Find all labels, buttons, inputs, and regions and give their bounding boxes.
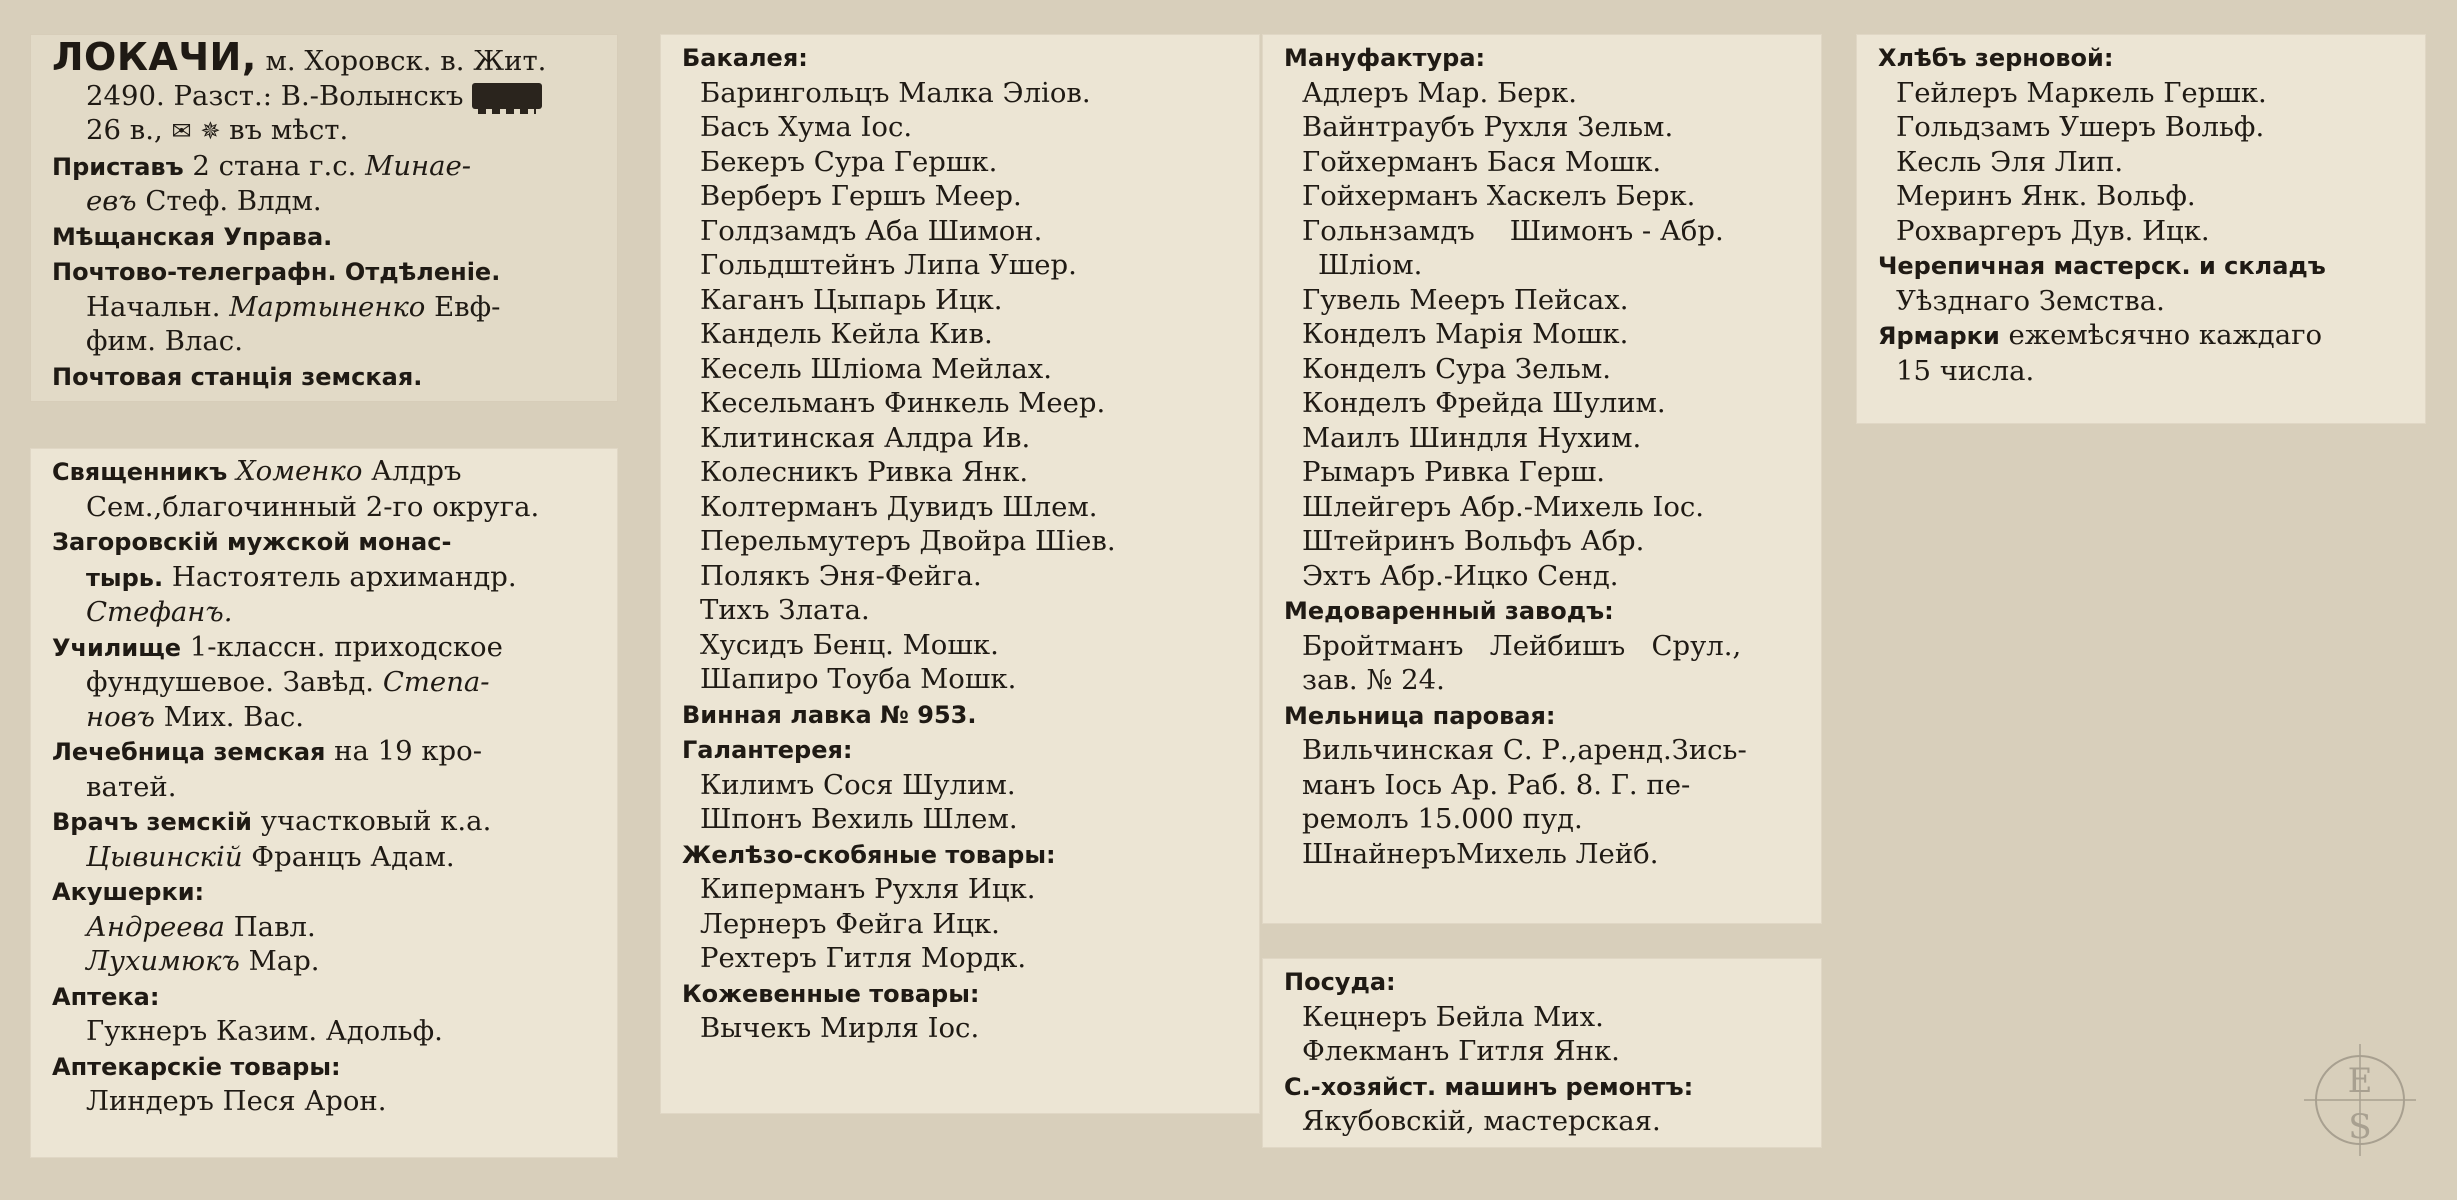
doctor-heading: Врачъ земскій <box>52 808 252 836</box>
list-item: Вайнтраубъ Рухля Зельм. <box>1302 111 1674 143</box>
list-item: Гойхерманъ Хаскелъ Берк. <box>1302 180 1696 212</box>
telegraph-icon: ✵ <box>200 117 221 145</box>
post-envelope-icon: ✉ <box>171 117 192 145</box>
post-office-heading: Почтово-телеграфн. Отдѣленіе. <box>52 258 501 286</box>
grocery-list <box>682 76 1246 697</box>
list-item: Гольдштейнъ Липа Ушер. <box>700 249 1077 281</box>
list-item: Хусидъ Бенц. Мошк. <box>700 628 999 661</box>
town-line1: м. Хоровск. в. Жит. <box>265 45 547 77</box>
railway-station-icon <box>472 83 542 109</box>
manufactory-heading: Мануфактура: <box>1284 44 1486 72</box>
post-station-heading: Почтовая станція земская. <box>52 362 423 391</box>
list-item: Конделъ Сура Зельм. <box>1302 352 1612 385</box>
tile-workshop-heading: Черепичная мастерск. и складъ <box>1878 252 2326 280</box>
list-item: Басъ Хума Іос. <box>700 111 913 143</box>
midwives-heading: Акушерки: <box>52 878 205 906</box>
list-item: ремолъ 15.000 пуд. <box>1302 803 1583 835</box>
logo-letter-top: E <box>2347 1061 2373 1101</box>
town-line2: 2490. Разст.: В.-Волынскъ <box>86 79 464 112</box>
list-item: Гойхерманъ Бася Мошк. <box>1302 145 1662 178</box>
column-3-block <box>1262 34 1822 924</box>
list-item: Гольдзамъ Ушеръ Вольф. <box>1896 111 2265 143</box>
list-item: зав. № 24. <box>1302 664 1445 696</box>
pharmacy-heading: Аптека: <box>52 982 160 1011</box>
list-item: Каганъ Цыпарь Ицк. <box>700 283 1003 316</box>
list-item: Шлейгеръ Абр.-Михель Іос. <box>1302 490 1705 523</box>
list-item: Бекеръ Сура Гершк. <box>700 145 998 178</box>
school-heading: Училище <box>52 633 181 662</box>
list-item: Кесельманъ Финкель Меер. <box>700 387 1106 419</box>
town-name: ЛОКАЧИ, <box>52 35 257 79</box>
list-item: Адлеръ Мар. Берк. <box>1302 76 1577 109</box>
list-item: Полякъ Эня-Фейга. <box>700 559 982 592</box>
list-item: Меринъ Янк. Вольф. <box>1896 180 2196 212</box>
list-item: Колесникъ Ривка Янк. <box>700 456 1029 488</box>
list-item: Конделъ Фрейда Шулим. <box>1302 387 1666 419</box>
leather-heading: Кожевенные товары: <box>682 979 980 1008</box>
list-item: Гольнзамдъ Шимонъ - Абр. <box>1302 214 1724 247</box>
mead-brewery-heading: Медоваренный заводъ: <box>1284 597 1614 625</box>
column-4-block: Хлѣбъ зерновой: Гейлеръ Маркель Гершк. Гольдзамъ Ушеръ Вольф. Кесль Эля Лип. Меринъ Янк. Вольф. Рохваргеръ Дув. Ицк. Черепичная мастерск. и складъ Уѣзднаго Земства. Ярмарки ежемѣсячно каждаго 15 числа. <box>1856 34 2426 424</box>
list-item: Конделъ Марія Мошк. <box>1302 318 1629 350</box>
grain-bread-heading: Хлѣбъ зерновой: <box>1878 44 2114 72</box>
wine-shop-heading: Винная лавка № 953. <box>682 700 977 729</box>
list-item: Гейлеръ Маркель Гершк. <box>1896 76 2267 109</box>
es-logo-icon <box>2300 1040 2420 1160</box>
list-item: Барингольцъ Малка Эліов. <box>700 76 1091 109</box>
fairs-heading: Ярмарки <box>1878 322 2000 350</box>
list-item: манъ Іось Ар. Раб. 8. Г. пе- <box>1302 768 1691 801</box>
steam-mill-heading: Мельница паровая: <box>1284 701 1556 730</box>
list-item: Вычекъ Мирля Іос. <box>700 1012 980 1044</box>
list-item: Флекманъ Гитля Янк. <box>1302 1035 1620 1067</box>
town-line3-rest: въ мѣст. <box>229 114 349 146</box>
dishes-heading: Посуда: <box>1284 968 1396 996</box>
list-item: Якубовскій, мастерская. <box>1302 1105 1661 1137</box>
list-item: Бройтманъ Лейбишъ Срул., <box>1302 629 1742 662</box>
list-item: Килимъ Сося Шулим. <box>700 768 1016 801</box>
list-item: Рымаръ Ривка Герш. <box>1302 456 1606 488</box>
town-header-block: ЛОКАЧИ, м. Хоровск. в. Жит. 2490. Разст.: В.-Волынскъ 26 в., ✉ ✵ въ мѣст. Приставъ 2 стана г.с. Минаe- евъ Стеф. Влдм. Мѣщанская Управа. Почтово-телеграфн. Отдѣленіе. Начальн. Мартыненко Евф- фим. Влас. Почтовая станція земская. <box>30 34 618 402</box>
list-item: Рехтеръ Гитля Мордк. <box>700 942 1027 974</box>
list-item: Киперманъ Рухля Ицк. <box>700 873 1036 905</box>
monastery-heading: Загоровскій мужской монас- <box>52 528 452 556</box>
haberdashery-heading: Галантерея: <box>682 736 853 764</box>
list-item: Гувель Мееръ Пейсах. <box>1302 283 1629 316</box>
list-item: Кецнеръ Бейла Мих. <box>1302 1000 1604 1033</box>
machine-repair-heading: С.-хозяйст. машинъ ремонтъ: <box>1284 1072 1694 1101</box>
uprava-heading: Мѣщанская Управа. <box>52 222 333 251</box>
list-item: Лернеръ Фейга Ицк. <box>700 907 1000 940</box>
list-item: Кесель Шліома Мейлах. <box>700 352 1053 385</box>
column-2-block <box>660 34 1260 1114</box>
list-item: Вильчинская С. Р.,аренд.Зись- <box>1302 734 1747 766</box>
list-item: Кесль Эля Лип. <box>1896 145 2124 178</box>
logo-letter-bottom: S <box>2348 1107 2372 1147</box>
list-item: Клитинская Алдра Ив. <box>700 421 1031 454</box>
list-item: Тихъ Злата. <box>700 594 870 626</box>
priest-heading: Священникъ <box>52 458 228 486</box>
hospital-heading: Лечебница земская <box>52 738 326 766</box>
column-1-block: Священникъ Хоменко Алдръ Сем.,благочинный 2-го округа. Загоровскій мужской монас- тырь. Настоятель архимандр. Стефанъ. Училище 1-классн. приходское фундушевое. Завѣд. Степа- новъ Мих. Вас. Лечебница земская на 19 кро- ватей. Врачъ земскій участковый к.а. Цывинскій Францъ Адам. Акушерки: Андреева Павл. Лухимюкъ Мар. Аптека: Гукнеръ Казим. Адольф. Аптекарскіе товары: Линдеръ Песя Арон. <box>30 448 618 1158</box>
list-item: Верберъ Гершъ Меер. <box>700 180 1022 212</box>
list-item: Шапиро Тоуба Мошк. <box>700 663 1017 695</box>
hardware-heading: Желѣзо-скобяные товары: <box>682 840 1056 869</box>
list-item: Шпонъ Вехиль Шлем. <box>700 803 1018 835</box>
list-item: Голдзамдъ Аба Шимон. <box>700 214 1043 247</box>
list-item: Штейринъ Вольфъ Абр. <box>1302 525 1645 557</box>
list-item: Перельмутеръ Двойра Шіев. <box>700 525 1116 557</box>
column-3-lower-block <box>1262 958 1822 1148</box>
list-item: Эхтъ Абр.-Ицко Сенд. <box>1302 559 1619 592</box>
list-item: Колтерманъ Дувидъ Шлем. <box>700 490 1098 523</box>
pristav-heading: Приставъ <box>52 152 184 181</box>
town-line3: 26 в., <box>86 114 163 146</box>
list-item: ШнайнеръМихель Лейб. <box>1302 837 1659 870</box>
list-item: Кандель Кейла Кив. <box>700 318 993 350</box>
list-item: Шліом. <box>1318 249 1423 281</box>
list-item: 15 числа. <box>1896 354 2035 387</box>
grocery-heading: Бакалея: <box>682 44 808 72</box>
list-item: Уѣзднаго Земства. <box>1896 284 2165 317</box>
list-item: Рохваргеръ Дув. Ицк. <box>1896 214 2210 247</box>
pharmacy-goods-heading: Аптекарскіе товары: <box>52 1052 341 1081</box>
list-item: Маилъ Шиндля Нухим. <box>1302 421 1642 454</box>
